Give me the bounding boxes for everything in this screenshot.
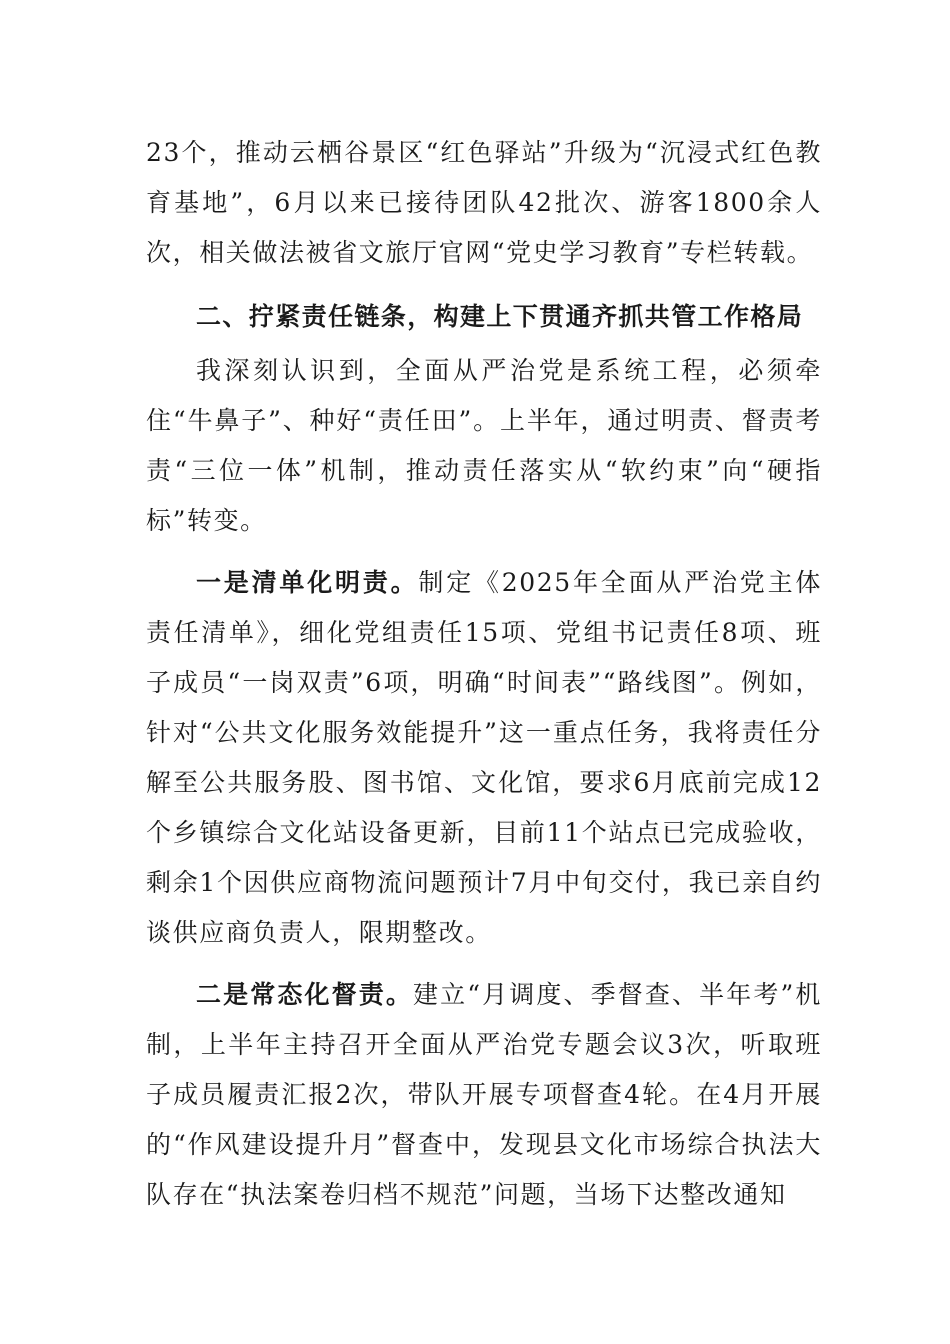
paragraph-item-1 bbox=[146, 558, 822, 958]
item-1-body: 制定《2025年全面从严治党主体责任清单》，细化党组责任15项、党组书记责任8项、班子成员“一岗双责”6项，明确“时间表”“路线图”。例如，针对“公共文化服务效能提升”这一重点任务，我将责任分解至公共服务股、图书馆、文化馆，要求6月底前完成12个乡镇综合文化站设备更新，目前11个站点已完成验收，剩余1个因供应商物流问题预计7月中旬交付，我已亲自约谈供应商负责人，限期整改。 bbox=[146, 568, 822, 947]
paragraph-intro: 我深刻认识到，全面从严治党是系统工程，必须牵住“牛鼻子”、种好“责任田”。上半年，通过明责、督责考责“三位一体”机制，推动责任落实从“软约束”向“硬指标”转变。 bbox=[146, 356, 822, 535]
item-2-lead: 二是常态化督责。 bbox=[196, 980, 413, 1009]
item-1-lead: 一是清单化明责。 bbox=[196, 568, 419, 597]
document-page bbox=[146, 128, 822, 1220]
paragraph-item-2 bbox=[146, 970, 822, 1220]
item-2-body: 建立“月调度、季督查、半年考”机制，上半年主持召开全面从严治党专题会议3次，听取班子成员履责汇报2次，带队开展专项督查4轮。在4月开展的“作风建设提升月”督查中，发现县文化市场综合执法大队存在“执法案卷归档不规范”问题，当场下达整改通知 bbox=[146, 980, 822, 1209]
paragraph-continued: 23个，推动云栖谷景区“红色驿站”升级为“沉浸式红色教育基地”，6月以来已接待团队42批次、游客1800余人次，相关做法被省文旅厅官网“党史学习教育”专栏转载。 bbox=[146, 138, 822, 267]
section-heading: 二、拧紧责任链条，构建上下贯通齐抓共管工作格局 bbox=[196, 302, 804, 331]
